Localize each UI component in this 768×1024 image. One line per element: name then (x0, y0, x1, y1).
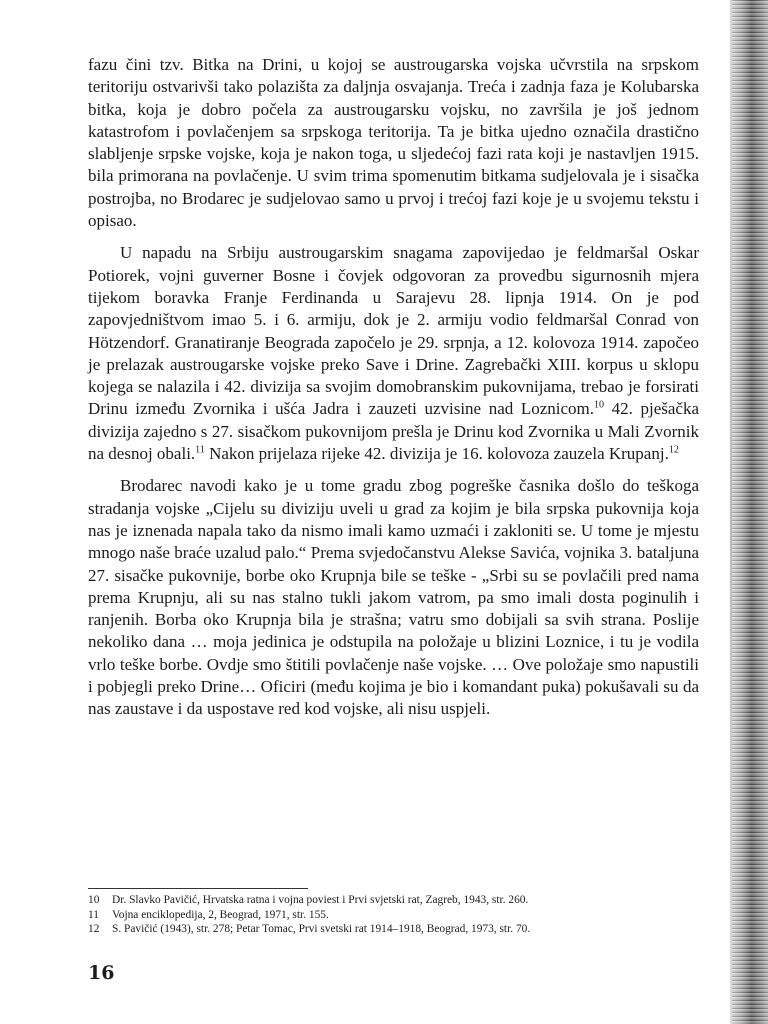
footnote-11: 11 Vojna enciklopedija, 2, Beograd, 1971, str. 155. (88, 908, 329, 921)
paragraph-2: U napadu na Srbiju austrougarskim snagama zapovijedao je feldmaršal Oskar Potiorek, vojni guverner Bosne i čovjek odgovoran za provedbu sigurnosnih mjera tijekom boravka Franje Ferdinanda u Sarajevu 28. lipnja 1914. On je pod zapovjedništvom imao 5. i 6. armiju, dok je 2. armiju vodio feldmaršal Conrad von Hötzendorf. Granatiranje Beograda započelo je 29. srpnja, a 12. kolovoza 1914. započeo je prelazak austrougarske vojske preko Save i Drine. Zagrebački XIII. korpus u sklopu kojega se nalazila i 42. divizija sa svojim domobranskim pukovnijama, trebao je forsirati Drinu između Zvornika i ušća Jadra i zauzeti uzvisine nad Loznicom.$^{10}$ 42. pješačka divizija zajedno s 27. sisačkom pukovnijom prešla je Drinu kod Zvornika u Mali Zvornik na desnoj obali.$^{11}$ Nakon prijelaza rijeke 42. divizija je 16. kolovoza zauzela Krupanj.$^{12}$ (88, 243, 700, 464)
paragraph-3: Brodarec navodi kako je u tome gradu zbog pogreške časnika došlo do teškoga stradanja vojske „Cijelu su diviziju uveli u grad za kojim je bila srpska pukovnija koja nas je iznenada napala tako da nismo imali kamo uzmaći i zakloniti se. U tome je mjestu mnogo naše braće uzalud palo.“ Prema svjedočanstvu Alekse Savića, vojnika 3. bataljuna 27. sisačke pukovnije, borbe oko Krupnja bile se teške - „Srbi su se povlačili pred nama prema Krupnju, ali su nas stalno tukli jakom vatrom, pa smo imali dosta poginulih i ranjenih. Borba oko Krupnja bila je strašna; vatru smo dobijali sa svih strana. Poslije nekoliko dana … moja jedinica je odstupila na položaje u blizini Loznice, i tu je vodila vrlo teške borbe. Ovdje smo štitili povlačenje naše vojske. … Ove položaje smo napustili i pobjegli preko Drine… Oficiri (među kojima je bio i komandant puka) pokušavali su da nas zaustave i da uspostave red kod vojske, ali nisu uspjeli. (88, 476, 699, 719)
book-spine-edge (732, 0, 768, 1024)
footnote-10: 10 Dr. Slavko Pavičić, Hrvatska ratna i vojna poviest i Prvi svjetski rat, Zagreb, 1943, str. 260. (88, 894, 529, 906)
paragraph-1: fazu čini tzv. Bitka na Drini, u kojoj se austrougarska vojska učvrstila na srpskom teritoriju ostvarivši tako polazišta za daljnja osvajanja. Treća i zadnja faza je Kolubarska bitka, koja je dobro počela za austrougarsku vojsku, no završila je još jednom katastrofom i povlačenjem sa srpskoga teritorija. Ta je bitka ujedno označila drastično slabljenje srpske vojske, koja je nakon toga, u sljedećoj fazi rata koji je nastavljen 1915. bila primorana na povlačenje. U svim trima spomenutim bitkama sudjelovala je i sisačka postrojba, no Brodarec je sudjelovao samo u prvoj i trećoj fazi koje je u svojemu tekstu i opisao. (88, 55, 699, 231)
page-number: 16 (88, 962, 115, 984)
footnote-ref-11: 11 (195, 444, 205, 456)
footnote-divider (88, 888, 308, 889)
footnote-12: 12 S. Pavičić (1943), str. 278; Petar Tomac, Prvi svetski rat 1914–1918, Beograd, 1973, str. 70. (88, 923, 531, 936)
body-text (88, 54, 699, 731)
footnote-ref-12: 12 (668, 444, 679, 456)
footnotes (88, 893, 699, 937)
footnote-ref-10: 10 (594, 399, 605, 411)
